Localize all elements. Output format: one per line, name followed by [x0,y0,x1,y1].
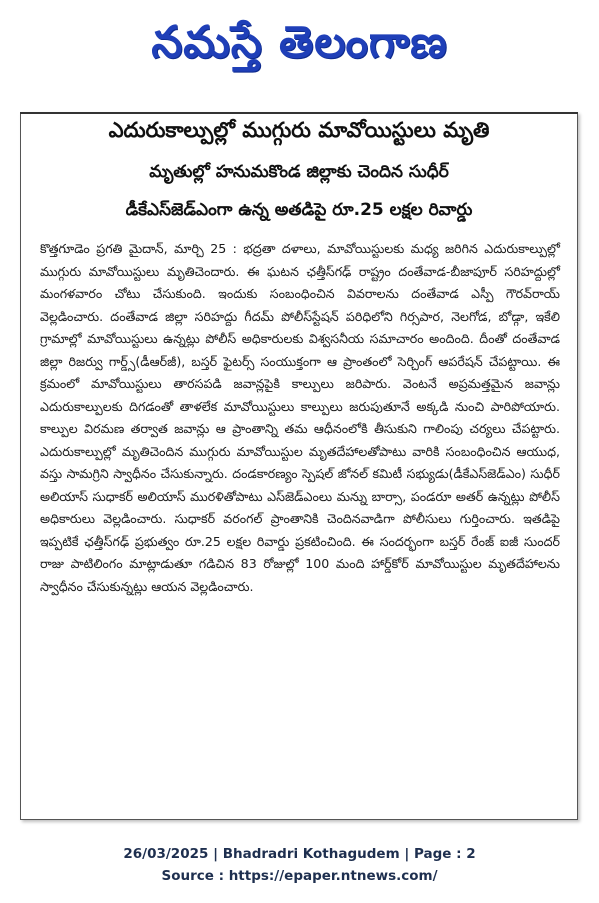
article-subheadline: మృతుల్లో హనుమకొండ జిల్లాకు చెందిన సుధీర్ [149,162,449,182]
edition-info: 26/03/2025 | Bhadradri Kothagudem | Page : 2 [123,846,476,862]
article-headline: ఎదురుకాల్పుల్లో ముగ్గురు మావోయిస్టులు మృతి [108,118,490,142]
article-subheadline-reward: డీకేఎస్‌జెడ్‌ఎంగా ఉన్న అతడిపై రూ.25 లక్షల రివార్డు [125,200,473,220]
source-link[interactable]: Source : https://epaper.ntnews.com/ [161,868,438,884]
article-body-paragraph: కొత్తగూడెం ప్రగతి మైదాన్, మార్చి 25 : భద్రతా దళాలు, మావోయిస్టులకు మధ్య జరిగిన ఎదురుకాల్పుల్లో ముగ్గురు మావోయిస్టులు మృతిచెందారు. ఈ ఘటన ఛత్తీస్‌గఢ్ రాష్ట్రం దంతేవాడ-బీజాపూర్ సరిహద్దుల్లో మంగళవారం చోటు చేసుకుంది. ఇందుకు సంబంధించిన వివరాలను దంతేవాడ ఎస్పీ గౌరవ్‌రాయ్ వెల్లడించారు. దంతేవాడ జిల్లా సరిహద్దు గీదమ్ పోలీస్‌స్టేషన్ పరిధిలోని గిర్సపార, నెలగోడ, బోడ్గా, ఇకేలి గ్రామాల్లో మావోయిస్టులు ఉన్నట్లు పోలీస్ అధికారులకు విశ్వసనీయ సమాచారం అందింది. దీంతో దంతేవాడ జిల్లా రిజర్వు గార్డ్స్(డీఆర్‌జీ), బస్తర్ ఫైటర్స్ సంయుక్తంగా ఆ ప్రాంతంలో సెర్చింగ్ ఆపరేషన్ చేపట్టాయి. ఈ క్రమంలో మావోయిస్టులు తారసపడి జవాన్లపైకి కాల్పులు జరిపారు. వెంటనే అప్రమత్తమైన జవాన్లు ఎదురుకాల్పులకు దిగడంతో తాళలేక మావోయిస్టులు కాల్పులు జరుపుతూనే అక్కడి నుంచి పారిపోయారు. కాల్పుల విరమణ తర్వాత జవాన్లు ఆ ప్రాంతాన్ని తమ ఆధీనంలోకి తీసుకుని గాలింపు చర్యలు చేపట్టారు. ఎదురుకాల్పుల్లో మృతిచెందిన ముగ్గురు మావోయిస్టుల మృతదేహాలతోపాటు వారికి సంబంధించిన ఆయుధ, వస్తు సామగ్రిని స్వాధీనం చేసుకున్నారు. దండకారణ్యం స్పెషల్ జోనల్ కమిటీ సభ్యుడు(డీకేఎస్‌జెడ్‌ఎం) సుధీర్ అలియాస్ సుధాకర్ అలియాస్ మురళితోపాటు ఎస్‌జెడ్‌ఎంలు మన్ను బార్సా, పండరూ అతర్ ఉన్నట్లు పోలీస్ అధికారులు వెల్లడించారు. సుధాకర్ వరంగల్ ప్రాంతానికి చెందినవాడిగా పోలీసులు గుర్తించారు. ఇతడిపై ఇప్పటికే ఛత్తీస్‌గఢ్ ప్రభుత్వం రూ.25 లక్షల రివార్డు ప్రకటించింది. ఈ సందర్భంగా బస్తర్ రేంజ్ ఐజీ సుందర్ రాజు పాటిలింగం మాట్లాడుతూ గడిచిన 83 రోజుల్లో 100 మంది హార్డ్‌కోర్ మావోయిస్టుల మృతదేహాలను స్వాధీనం చేసుకున్నట్లు ఆయన వెల్లడించారు. [40,241,560,594]
masthead [0,8,599,78]
page-footer [0,843,599,887]
article-body [40,238,560,598]
newspaper-logo: నమస్తే తెలంగాణ [151,17,448,68]
